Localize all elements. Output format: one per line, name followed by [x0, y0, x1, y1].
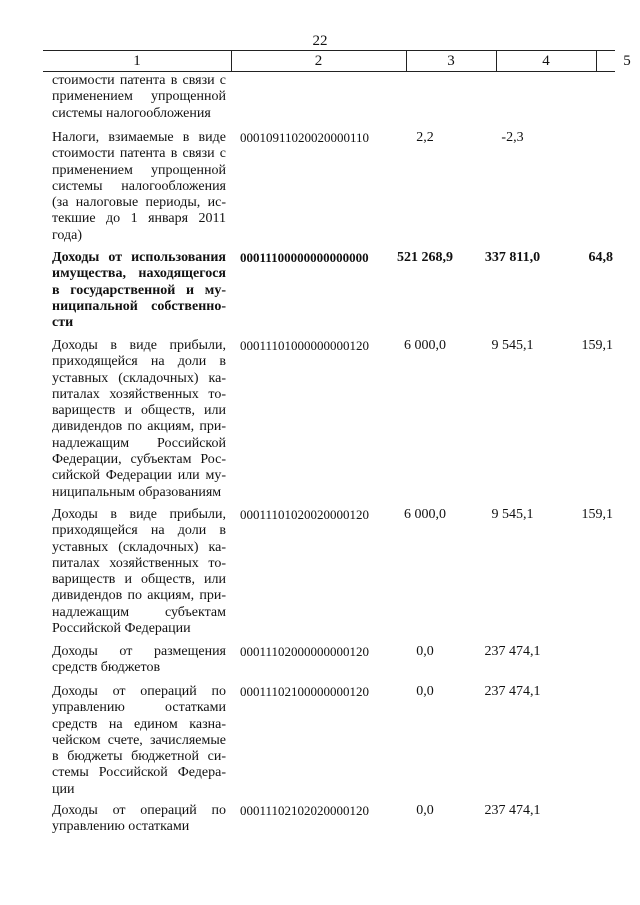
row-description: Доходы от операций по управлению остатками	[52, 803, 226, 835]
row-value-4: 237 474,1	[484, 803, 541, 818]
column-header-4: 4	[542, 53, 550, 69]
row-description: стоимости патента в связи с применением упрощенной системы налогообложения	[52, 73, 226, 121]
table-header	[43, 50, 631, 72]
row-value-3: 0,0	[416, 803, 434, 818]
row-code: 00011101000000000120	[240, 338, 370, 353]
row-value-4: 9 545,1	[491, 338, 534, 353]
column-header-3: 3	[447, 53, 455, 69]
row-code: 00011102100000000120	[240, 684, 370, 699]
row-description: Доходы от операций по управлению остатками средств на едином казна-чейском счете, зачисляемые в бюджеты бюджетной си-стемы Российской Федера-ции	[52, 684, 226, 797]
row-value-4: 9 545,1	[491, 507, 534, 522]
row-code: 00011100000000000000	[240, 250, 369, 265]
column-header-1: 1	[133, 53, 141, 69]
row-description: Налоги, взимаемые в виде стоимости патента в связи с применением упрощенной системы налогообложения (за налоговые периоды, ис-текшие до 1 января 2011 года)	[52, 130, 226, 243]
row-value-4: 337 811,0	[484, 250, 541, 265]
row-value-5: 159,1	[581, 507, 613, 522]
page-number: 22	[312, 33, 328, 49]
row-value-4: 237 474,1	[484, 644, 541, 659]
row-value-5: 159,1	[581, 338, 613, 353]
row-value-3: 2,2	[416, 130, 434, 145]
row-description: Доходы от использования имущества, находящегося в государственной и му-ниципальной собственно-сти	[52, 250, 226, 331]
row-code: 00010911020020000110	[240, 130, 370, 145]
row-value-5: 64,8	[588, 250, 613, 265]
row-description: Доходы в виде прибыли, приходящейся на доли в уставных (складочных) ка-питалах хозяйственных то-вариществ и обществ, или дивидендов по акциям, при-надлежащим Российской Федерации, субъектам Рос-сийской Федерации или му-ниципальным образованиям	[52, 338, 226, 500]
row-value-4: -2,3	[501, 130, 524, 145]
row-code: 00011101020020000120	[240, 507, 370, 522]
row-code: 00011102102020000120	[240, 803, 370, 818]
row-value-3: 0,0	[416, 684, 434, 699]
row-value-4: 237 474,1	[484, 684, 541, 699]
column-header-2: 2	[314, 53, 323, 69]
row-description: Доходы в виде прибыли, приходящейся на доли в уставных (складочных) ка-питалах хозяйственных то-вариществ и обществ, или дивидендов по акциям, при-надлежащим субъектам Российской Федерации	[52, 507, 226, 637]
row-value-3: 521 268,9	[397, 250, 453, 265]
row-description: Доходы от размещения средств бюджетов	[52, 644, 226, 676]
row-code: 00011102000000000120	[240, 644, 370, 659]
column-header-5: 5	[623, 53, 631, 69]
row-value-3: 6 000,0	[404, 338, 446, 353]
row-value-3: 6 000,0	[404, 507, 446, 522]
row-value-3: 0,0	[416, 644, 434, 659]
